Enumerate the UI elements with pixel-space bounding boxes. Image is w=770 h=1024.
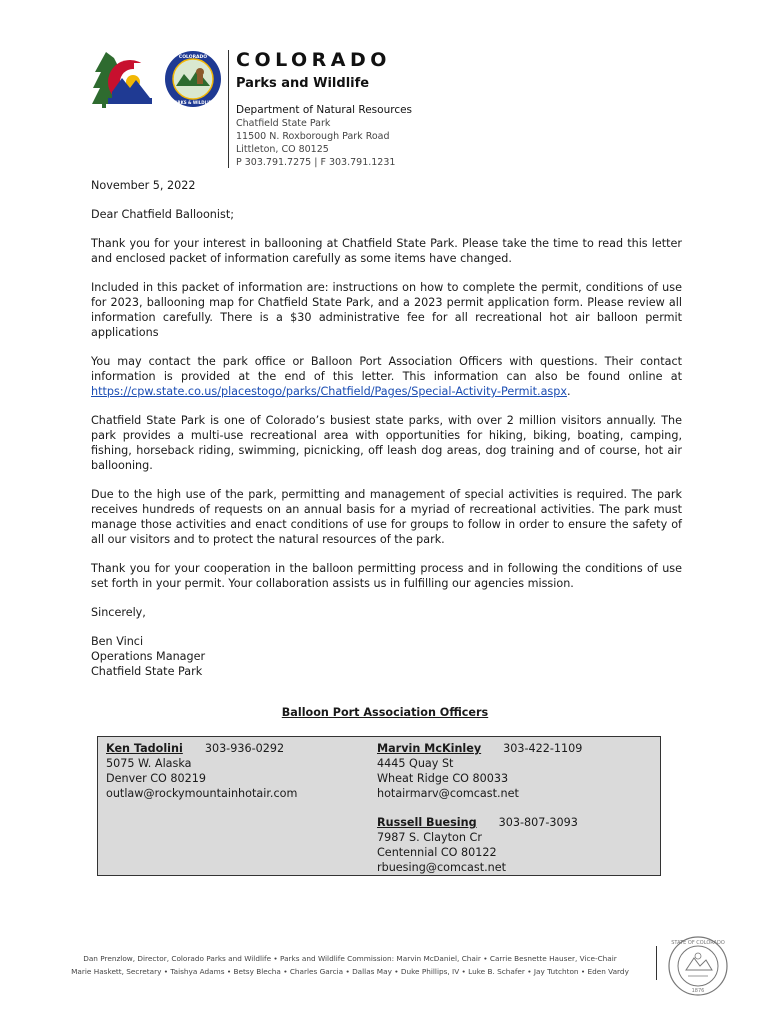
svg-text:PARKS & WILDLIFE: PARKS & WILDLIFE xyxy=(171,100,215,105)
officer-name: Ken Tadolini xyxy=(106,742,183,755)
officer-email: rbuesing@comcast.net xyxy=(377,861,507,874)
header-divider xyxy=(228,50,229,168)
paragraph-1: Thank you for your interest in ballooning at Chatfield State Park. Please take the time to read this letter and enclosed packet of information carefully as some items have changed. xyxy=(91,237,682,265)
footer xyxy=(60,952,640,978)
letterhead xyxy=(236,48,412,169)
officer-email: hotairmarv@comcast.net xyxy=(377,787,519,800)
officers-box xyxy=(97,736,661,876)
footer-line-2: Marie Haskett, Secretary • Taishya Adams • Betsy Blecha • Charles Garcia • Dallas May • Duke Phillips, IV • Luke B. Schafer • Jay Tutchton • Eden Vardy xyxy=(71,967,629,976)
department-name: Department of Natural Resources xyxy=(236,104,413,116)
officer-card xyxy=(377,741,647,801)
letter-date: November 5, 2022 xyxy=(91,179,196,192)
phone-fax: P 303.791.7275 | F 303.791.1231 xyxy=(236,157,396,168)
paragraph-6: Thank you for your cooperation in the balloon permitting process and in following the conditions of use set forth in your permit. Your collaboration assists us in fulfilling our agencies mission. xyxy=(91,562,682,590)
salutation: Dear Chatfield Balloonist; xyxy=(91,208,234,221)
division-name: Parks and Wildlife xyxy=(236,76,370,91)
svg-text:COLORADO: COLORADO xyxy=(178,55,208,60)
officer-street: 4445 Quay St xyxy=(377,757,454,770)
officer-email: outlaw@rockymountainhotair.com xyxy=(106,787,298,800)
footer-divider xyxy=(656,946,657,980)
paragraph-3-text: You may contact the park office or Balloon Port Association Officers with questions. Their contact information is provided at the end of this letter. This information can also be found online at xyxy=(91,355,682,383)
address-line-2: Littleton, CO 80125 xyxy=(236,144,329,155)
officer-street: 7987 S. Clayton Cr xyxy=(377,831,482,844)
cpw-seal-icon xyxy=(164,50,222,108)
signer-title: Operations Manager xyxy=(91,650,206,663)
paragraph-2: Included in this packet of information are: instructions on how to complete the permit, conditions of use for 2023, ballooning map for Chatfield State Park, and a 2023 permit application form. Please review all information carefully. There is a $30 administrative fee for all recreational hot air balloon permit applications xyxy=(91,281,682,339)
paragraph-3-end: . xyxy=(566,385,571,398)
closing: Sincerely, xyxy=(91,606,146,619)
officer-phone: 303-422-1109 xyxy=(503,742,583,755)
state-seal-icon xyxy=(668,936,728,996)
colorado-logo xyxy=(92,50,154,108)
park-name: Chatfield State Park xyxy=(236,118,331,129)
officers-heading: Balloon Port Association Officers xyxy=(281,706,489,719)
officer-phone: 303-936-0292 xyxy=(204,742,285,755)
paragraph-5: Due to the high use of the park, permitting and management of special activities is required. The park receives hundreds of requests on an annual basis for a myriad of recreational activities. The park must manage those activities and enact conditions of use for groups to follow in order to ensure the safety of all our visitors and to protect the natural resources of the park. xyxy=(91,488,682,546)
paragraph-4: Chatfield State Park is one of Colorado’s busiest state parks, with over 2 million visitors annually. The park provides a multi-use recreational area with opportunities for hiking, biking, boating, camping, fishing, horseback riding, swimming, picnicking, off leash dog areas, dog training and of course, hot air ballooning. xyxy=(91,414,682,472)
paragraph-3 xyxy=(91,354,682,399)
signer-name: Ben Vinci xyxy=(91,635,144,648)
permit-link[interactable]: https://cpw.state.co.us/placestogo/parks/Chatfield/Pages/Special-Activity-Permit.aspx xyxy=(91,385,567,398)
seal-text: STATE OF COLORADO xyxy=(671,940,725,946)
seal-year: 1876 xyxy=(691,988,705,994)
officer-card xyxy=(377,815,647,875)
officer-city: Wheat Ridge CO 80033 xyxy=(377,772,509,785)
officer-phone: 303-807-3093 xyxy=(498,816,578,829)
officer-name: Russell Buesing xyxy=(377,816,477,829)
address-line-1: 11500 N. Roxborough Park Road xyxy=(236,131,390,142)
state-name: COLORADO xyxy=(236,49,391,71)
officer-column-right xyxy=(377,741,647,875)
officer-card xyxy=(106,741,366,801)
officer-city: Centennial CO 80122 xyxy=(377,846,497,859)
officer-city: Denver CO 80219 xyxy=(106,772,207,785)
letter-body xyxy=(91,178,682,679)
signer-org: Chatfield State Park xyxy=(91,665,203,678)
officer-name: Marvin McKinley xyxy=(377,742,482,755)
footer-line-1: Dan Prenzlow, Director, Colorado Parks and Wildlife • Parks and Wildlife Commission: Marvin McDaniel, Chair • Carrie Besnette Hauser, Vice-Chair xyxy=(83,954,617,963)
officer-street: 5075 W. Alaska xyxy=(106,757,192,770)
